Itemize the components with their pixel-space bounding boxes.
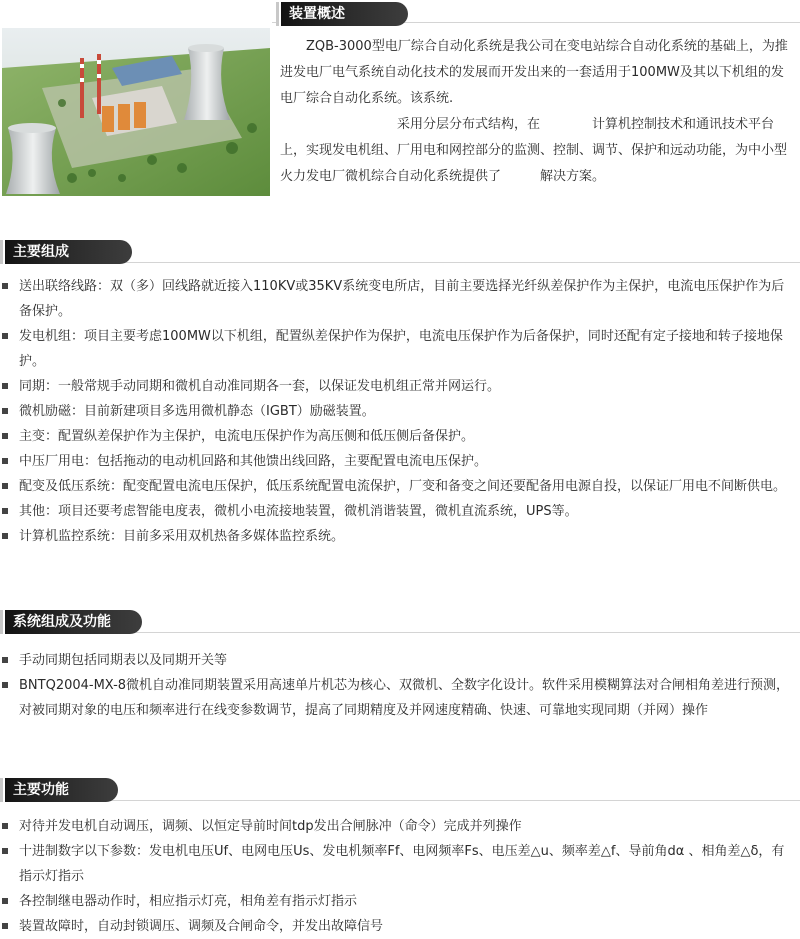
overview-heading-text: 装置概述 — [289, 5, 345, 22]
list-item: 十进制数字以下参数：发电机电压Uf、电网电压Us、发电机频率Ff、电网频率Fs、电压差△u、频率差△f、导前角dα 、相角差△δ，有指示灯指示 — [0, 839, 794, 889]
functions-heading-text: 主要功能 — [13, 781, 69, 798]
list-item: 各控制继电器动作时，相应指示灯亮，相角差有指示灯指示 — [0, 889, 794, 914]
list-item: 配变及低压系统：配变配置电流电压保护，低压系统配置电流保护，厂变和备变之间还要配备用电源自投，以保证厂用电不间断供电。 — [0, 474, 794, 499]
composition-list — [0, 274, 794, 549]
functions-list — [0, 814, 794, 939]
list-item: 装置故障时，自动封锁调压、调频及合闸命令，并发出故障信号 — [0, 914, 794, 939]
list-item: 发电机组：项目主要考虑100MW以下机组，配置纵差保护作为保护，电流电压保护作为后备保护，同时还配有定子接地和转子接地保护。 — [0, 324, 794, 374]
composition-heading — [0, 240, 132, 264]
overview-heading — [276, 2, 408, 26]
list-item: BNTQ2004-MX-8微机自动准同期装置采用高速单片机芯为核心、双微机、全数字化设计。软件采用模糊算法对合闸相角差进行预测，对被同期对象的电压和频率进行在线变参数调节，提高了同期精度及并网速度精确、快速、可靠地实现同期（并网）操作 — [0, 673, 794, 723]
list-item: 送出联络线路：双（多）回线路就近接入110KV或35KV系统变电所店，目前主要选择光纤纵差保护作为主保护，电流电压保护作为后备保护。 — [0, 274, 794, 324]
power-plant-aerial-image — [2, 28, 270, 196]
list-item: 计算机监控系统：目前多采用双机热备多媒体监控系统。 — [0, 524, 794, 549]
overview-text: ZQB-3000型电厂综合自动化系统是我公司在变电站综合自动化系统的基础上，为推进发电厂电气系统自动化技术的发展而开发出来的一套适用于100MW及其以下机组的发电厂综合自动化系统。该系统. 采用分层分布式结构，在 计算机控制技术和通讯技术平台上，实现发电机组、厂用电和网控部分的监测、控制、调节、保护和远动功能，为中小型火力发电厂微机综合自动化系统提供了 解决方案。 — [280, 39, 788, 184]
system-heading-text: 系统组成及功能 — [13, 613, 111, 630]
functions-rule — [0, 800, 800, 801]
list-item: 中压厂用电：包括拖动的电动机回路和其他馈出线回路，主要配置电流电压保护。 — [0, 449, 794, 474]
list-item: 其他：项目还要考虑智能电度表，微机小电流接地装置，微机消谐装置，微机直流系统，UPS等。 — [0, 499, 794, 524]
list-item: 同期：一般常规手动同期和微机自动准同期各一套，以保证发电机组正常并网运行。 — [0, 374, 794, 399]
list-item: 微机励磁：目前新建项目多选用微机静态（IGBT）励磁装置。 — [0, 399, 794, 424]
system-heading — [0, 610, 142, 634]
functions-heading — [0, 778, 118, 802]
list-item: 对待并发电机自动调压，调频、以恒定导前时间tdp发出合闸脉冲（命令）完成并列操作 — [0, 814, 794, 839]
composition-heading-text: 主要组成 — [13, 243, 69, 260]
list-item: 主变：配置纵差保护作为主保护，电流电压保护作为高压侧和低压侧后备保护。 — [0, 424, 794, 449]
system-list — [0, 648, 794, 723]
list-item: 手动同期包括同期表以及同期开关等 — [0, 648, 794, 673]
